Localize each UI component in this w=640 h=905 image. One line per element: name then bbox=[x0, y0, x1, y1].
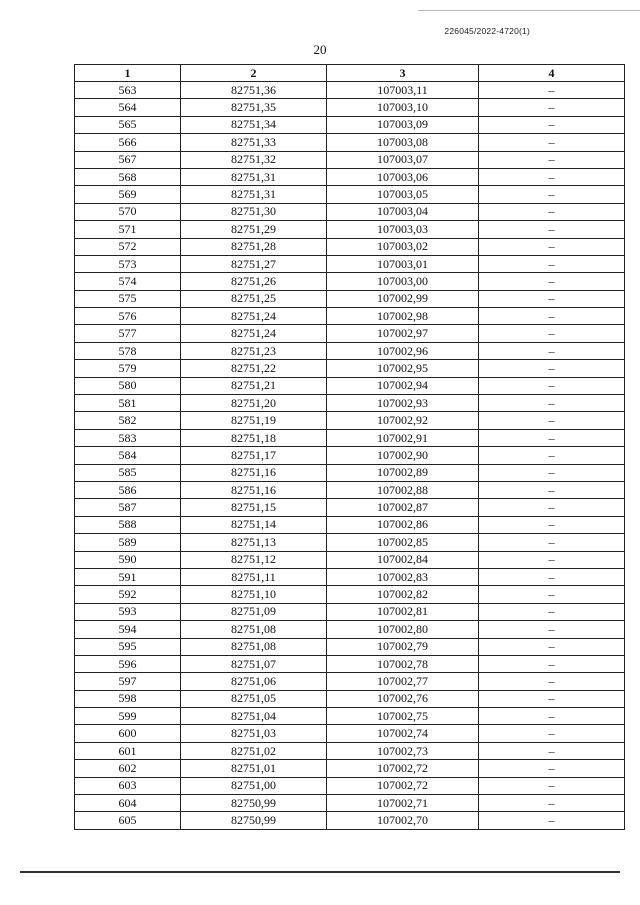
x-coordinate-cell: 82751,13 bbox=[181, 534, 327, 551]
x-coordinate-cell: 82750,99 bbox=[181, 812, 327, 829]
y-coordinate-cell: 107002,78 bbox=[327, 655, 479, 672]
point-number-cell: 582 bbox=[75, 412, 181, 429]
x-coordinate-cell: 82751,09 bbox=[181, 603, 327, 620]
value-cell: – bbox=[479, 238, 625, 255]
table-row bbox=[75, 742, 625, 759]
x-coordinate-cell: 82751,20 bbox=[181, 395, 327, 412]
x-coordinate-cell: 82751,00 bbox=[181, 777, 327, 794]
value-cell: – bbox=[479, 812, 625, 829]
x-coordinate-cell: 82751,18 bbox=[181, 429, 327, 446]
point-number-cell: 577 bbox=[75, 325, 181, 342]
x-coordinate-cell: 82751,01 bbox=[181, 760, 327, 777]
table-row bbox=[75, 238, 625, 255]
x-coordinate-cell: 82751,04 bbox=[181, 708, 327, 725]
value-cell: – bbox=[479, 638, 625, 655]
point-number-cell: 589 bbox=[75, 534, 181, 551]
x-coordinate-cell: 82751,33 bbox=[181, 134, 327, 151]
y-coordinate-cell: 107002,90 bbox=[327, 447, 479, 464]
table-row bbox=[75, 134, 625, 151]
x-coordinate-cell: 82751,10 bbox=[181, 586, 327, 603]
value-cell: – bbox=[479, 568, 625, 585]
table-row bbox=[75, 534, 625, 551]
point-number-cell: 580 bbox=[75, 377, 181, 394]
y-coordinate-cell: 107002,74 bbox=[327, 725, 479, 742]
y-coordinate-cell: 107002,91 bbox=[327, 429, 479, 446]
y-coordinate-cell: 107003,01 bbox=[327, 255, 479, 272]
value-cell: – bbox=[479, 168, 625, 185]
x-coordinate-cell: 82751,02 bbox=[181, 742, 327, 759]
y-coordinate-cell: 107002,94 bbox=[327, 377, 479, 394]
table-row bbox=[75, 586, 625, 603]
table-row bbox=[75, 690, 625, 707]
point-number-cell: 581 bbox=[75, 395, 181, 412]
x-coordinate-cell: 82751,24 bbox=[181, 325, 327, 342]
value-cell: – bbox=[479, 82, 625, 99]
table-row bbox=[75, 429, 625, 446]
value-cell: – bbox=[479, 655, 625, 672]
point-number-cell: 592 bbox=[75, 586, 181, 603]
value-cell: – bbox=[479, 690, 625, 707]
table-row bbox=[75, 273, 625, 290]
column-header: 1 bbox=[75, 65, 181, 82]
table-row bbox=[75, 325, 625, 342]
value-cell: – bbox=[479, 516, 625, 533]
x-coordinate-cell: 82751,17 bbox=[181, 447, 327, 464]
value-cell: – bbox=[479, 725, 625, 742]
value-cell: – bbox=[479, 186, 625, 203]
table-row bbox=[75, 481, 625, 498]
x-coordinate-cell: 82751,16 bbox=[181, 481, 327, 498]
point-number-cell: 571 bbox=[75, 221, 181, 238]
y-coordinate-cell: 107002,82 bbox=[327, 586, 479, 603]
y-coordinate-cell: 107003,08 bbox=[327, 134, 479, 151]
table-row bbox=[75, 395, 625, 412]
table-row bbox=[75, 516, 625, 533]
y-coordinate-cell: 107002,97 bbox=[327, 325, 479, 342]
table-row bbox=[75, 708, 625, 725]
y-coordinate-cell: 107002,95 bbox=[327, 360, 479, 377]
value-cell: – bbox=[479, 308, 625, 325]
value-cell: – bbox=[479, 534, 625, 551]
value-cell: – bbox=[479, 151, 625, 168]
value-cell: – bbox=[479, 760, 625, 777]
value-cell: – bbox=[479, 551, 625, 568]
value-cell: – bbox=[479, 429, 625, 446]
point-number-cell: 603 bbox=[75, 777, 181, 794]
y-coordinate-cell: 107002,88 bbox=[327, 481, 479, 498]
y-coordinate-cell: 107002,73 bbox=[327, 742, 479, 759]
y-coordinate-cell: 107003,00 bbox=[327, 273, 479, 290]
page-number: 20 bbox=[313, 42, 327, 57]
point-number-cell: 574 bbox=[75, 273, 181, 290]
point-number-cell: 591 bbox=[75, 568, 181, 585]
value-cell: – bbox=[479, 203, 625, 220]
point-number-cell: 593 bbox=[75, 603, 181, 620]
header-rule bbox=[418, 10, 640, 11]
value-cell: – bbox=[479, 777, 625, 794]
point-number-cell: 601 bbox=[75, 742, 181, 759]
point-number-cell: 563 bbox=[75, 82, 181, 99]
y-coordinate-cell: 107002,70 bbox=[327, 812, 479, 829]
x-coordinate-cell: 82751,35 bbox=[181, 99, 327, 116]
column-header: 2 bbox=[181, 65, 327, 82]
table-row bbox=[75, 760, 625, 777]
table-row bbox=[75, 412, 625, 429]
table-row bbox=[75, 377, 625, 394]
y-coordinate-cell: 107002,76 bbox=[327, 690, 479, 707]
x-coordinate-cell: 82751,34 bbox=[181, 116, 327, 133]
x-coordinate-cell: 82751,03 bbox=[181, 725, 327, 742]
value-cell: – bbox=[479, 360, 625, 377]
point-number-cell: 576 bbox=[75, 308, 181, 325]
y-coordinate-cell: 107002,80 bbox=[327, 621, 479, 638]
table-row bbox=[75, 221, 625, 238]
y-coordinate-cell: 107002,71 bbox=[327, 795, 479, 812]
point-number-cell: 585 bbox=[75, 464, 181, 481]
value-cell: – bbox=[479, 412, 625, 429]
x-coordinate-cell: 82751,14 bbox=[181, 516, 327, 533]
y-coordinate-cell: 107002,89 bbox=[327, 464, 479, 481]
point-number-cell: 566 bbox=[75, 134, 181, 151]
x-coordinate-cell: 82751,21 bbox=[181, 377, 327, 394]
point-number-cell: 579 bbox=[75, 360, 181, 377]
value-cell: – bbox=[479, 795, 625, 812]
point-number-cell: 604 bbox=[75, 795, 181, 812]
table-row bbox=[75, 603, 625, 620]
x-coordinate-cell: 82751,11 bbox=[181, 568, 327, 585]
document-id: 226045/2022-4720(1) bbox=[444, 26, 530, 36]
x-coordinate-cell: 82751,22 bbox=[181, 360, 327, 377]
table-row bbox=[75, 499, 625, 516]
value-cell: – bbox=[479, 621, 625, 638]
x-coordinate-cell: 82751,31 bbox=[181, 168, 327, 185]
value-cell: – bbox=[479, 447, 625, 464]
x-coordinate-cell: 82751,08 bbox=[181, 638, 327, 655]
x-coordinate-cell: 82751,12 bbox=[181, 551, 327, 568]
value-cell: – bbox=[479, 586, 625, 603]
table-row bbox=[75, 795, 625, 812]
x-coordinate-cell: 82751,06 bbox=[181, 673, 327, 690]
point-number-cell: 569 bbox=[75, 186, 181, 203]
point-number-cell: 583 bbox=[75, 429, 181, 446]
table-row bbox=[75, 447, 625, 464]
x-coordinate-cell: 82751,27 bbox=[181, 255, 327, 272]
value-cell: – bbox=[479, 290, 625, 307]
y-coordinate-cell: 107002,75 bbox=[327, 708, 479, 725]
table-row bbox=[75, 568, 625, 585]
table-row bbox=[75, 99, 625, 116]
y-coordinate-cell: 107002,72 bbox=[327, 777, 479, 794]
x-coordinate-cell: 82751,23 bbox=[181, 342, 327, 359]
table-row bbox=[75, 255, 625, 272]
point-number-cell: 567 bbox=[75, 151, 181, 168]
table-row bbox=[75, 116, 625, 133]
x-coordinate-cell: 82751,16 bbox=[181, 464, 327, 481]
x-coordinate-cell: 82751,29 bbox=[181, 221, 327, 238]
point-number-cell: 572 bbox=[75, 238, 181, 255]
y-coordinate-cell: 107003,05 bbox=[327, 186, 479, 203]
table-row bbox=[75, 308, 625, 325]
value-cell: – bbox=[479, 377, 625, 394]
point-number-cell: 590 bbox=[75, 551, 181, 568]
point-number-cell: 605 bbox=[75, 812, 181, 829]
table-row bbox=[75, 203, 625, 220]
point-number-cell: 586 bbox=[75, 481, 181, 498]
point-number-cell: 596 bbox=[75, 655, 181, 672]
point-number-cell: 599 bbox=[75, 708, 181, 725]
point-number-cell: 573 bbox=[75, 255, 181, 272]
value-cell: – bbox=[479, 673, 625, 690]
table-row bbox=[75, 290, 625, 307]
point-number-cell: 600 bbox=[75, 725, 181, 742]
point-number-cell: 595 bbox=[75, 638, 181, 655]
value-cell: – bbox=[479, 273, 625, 290]
value-cell: – bbox=[479, 99, 625, 116]
point-number-cell: 597 bbox=[75, 673, 181, 690]
y-coordinate-cell: 107002,85 bbox=[327, 534, 479, 551]
table-header-row bbox=[75, 65, 625, 82]
column-header: 3 bbox=[327, 65, 479, 82]
y-coordinate-cell: 107002,98 bbox=[327, 308, 479, 325]
value-cell: – bbox=[479, 342, 625, 359]
value-cell: – bbox=[479, 116, 625, 133]
table-row bbox=[75, 151, 625, 168]
table-body bbox=[75, 82, 625, 830]
point-number-cell: 568 bbox=[75, 168, 181, 185]
table-row bbox=[75, 725, 625, 742]
table-row bbox=[75, 812, 625, 829]
value-cell: – bbox=[479, 325, 625, 342]
footer-scan-line bbox=[20, 871, 620, 873]
value-cell: – bbox=[479, 464, 625, 481]
point-number-cell: 575 bbox=[75, 290, 181, 307]
table-row bbox=[75, 342, 625, 359]
value-cell: – bbox=[479, 255, 625, 272]
y-coordinate-cell: 107002,92 bbox=[327, 412, 479, 429]
table-row bbox=[75, 673, 625, 690]
x-coordinate-cell: 82751,24 bbox=[181, 308, 327, 325]
table-row bbox=[75, 82, 625, 99]
point-number-cell: 602 bbox=[75, 760, 181, 777]
y-coordinate-cell: 107003,11 bbox=[327, 82, 479, 99]
point-number-cell: 594 bbox=[75, 621, 181, 638]
y-coordinate-cell: 107002,96 bbox=[327, 342, 479, 359]
y-coordinate-cell: 107003,02 bbox=[327, 238, 479, 255]
value-cell: – bbox=[479, 481, 625, 498]
y-coordinate-cell: 107002,87 bbox=[327, 499, 479, 516]
x-coordinate-cell: 82751,36 bbox=[181, 82, 327, 99]
x-coordinate-cell: 82751,28 bbox=[181, 238, 327, 255]
y-coordinate-cell: 107002,72 bbox=[327, 760, 479, 777]
y-coordinate-cell: 107002,77 bbox=[327, 673, 479, 690]
value-cell: – bbox=[479, 742, 625, 759]
point-number-cell: 570 bbox=[75, 203, 181, 220]
y-coordinate-cell: 107003,10 bbox=[327, 99, 479, 116]
value-cell: – bbox=[479, 221, 625, 238]
y-coordinate-cell: 107002,83 bbox=[327, 568, 479, 585]
y-coordinate-cell: 107002,93 bbox=[327, 395, 479, 412]
point-number-cell: 578 bbox=[75, 342, 181, 359]
table-row bbox=[75, 464, 625, 481]
x-coordinate-cell: 82751,08 bbox=[181, 621, 327, 638]
y-coordinate-cell: 107002,99 bbox=[327, 290, 479, 307]
point-number-cell: 587 bbox=[75, 499, 181, 516]
table-row bbox=[75, 186, 625, 203]
value-cell: – bbox=[479, 603, 625, 620]
point-number-cell: 598 bbox=[75, 690, 181, 707]
x-coordinate-cell: 82750,99 bbox=[181, 795, 327, 812]
y-coordinate-cell: 107002,86 bbox=[327, 516, 479, 533]
x-coordinate-cell: 82751,15 bbox=[181, 499, 327, 516]
value-cell: – bbox=[479, 708, 625, 725]
point-number-cell: 565 bbox=[75, 116, 181, 133]
x-coordinate-cell: 82751,05 bbox=[181, 690, 327, 707]
coordinates-table bbox=[74, 64, 625, 830]
column-header: 4 bbox=[479, 65, 625, 82]
x-coordinate-cell: 82751,07 bbox=[181, 655, 327, 672]
point-number-cell: 564 bbox=[75, 99, 181, 116]
table-row bbox=[75, 621, 625, 638]
y-coordinate-cell: 107003,04 bbox=[327, 203, 479, 220]
table-row bbox=[75, 551, 625, 568]
y-coordinate-cell: 107002,84 bbox=[327, 551, 479, 568]
y-coordinate-cell: 107002,81 bbox=[327, 603, 479, 620]
x-coordinate-cell: 82751,32 bbox=[181, 151, 327, 168]
x-coordinate-cell: 82751,31 bbox=[181, 186, 327, 203]
value-cell: – bbox=[479, 134, 625, 151]
x-coordinate-cell: 82751,30 bbox=[181, 203, 327, 220]
table-row bbox=[75, 777, 625, 794]
point-number-cell: 584 bbox=[75, 447, 181, 464]
value-cell: – bbox=[479, 499, 625, 516]
value-cell: – bbox=[479, 395, 625, 412]
table-row bbox=[75, 638, 625, 655]
y-coordinate-cell: 107003,06 bbox=[327, 168, 479, 185]
x-coordinate-cell: 82751,19 bbox=[181, 412, 327, 429]
x-coordinate-cell: 82751,26 bbox=[181, 273, 327, 290]
x-coordinate-cell: 82751,25 bbox=[181, 290, 327, 307]
table-row bbox=[75, 168, 625, 185]
table-row bbox=[75, 360, 625, 377]
y-coordinate-cell: 107003,03 bbox=[327, 221, 479, 238]
y-coordinate-cell: 107003,07 bbox=[327, 151, 479, 168]
y-coordinate-cell: 107003,09 bbox=[327, 116, 479, 133]
table-row bbox=[75, 655, 625, 672]
y-coordinate-cell: 107002,79 bbox=[327, 638, 479, 655]
point-number-cell: 588 bbox=[75, 516, 181, 533]
